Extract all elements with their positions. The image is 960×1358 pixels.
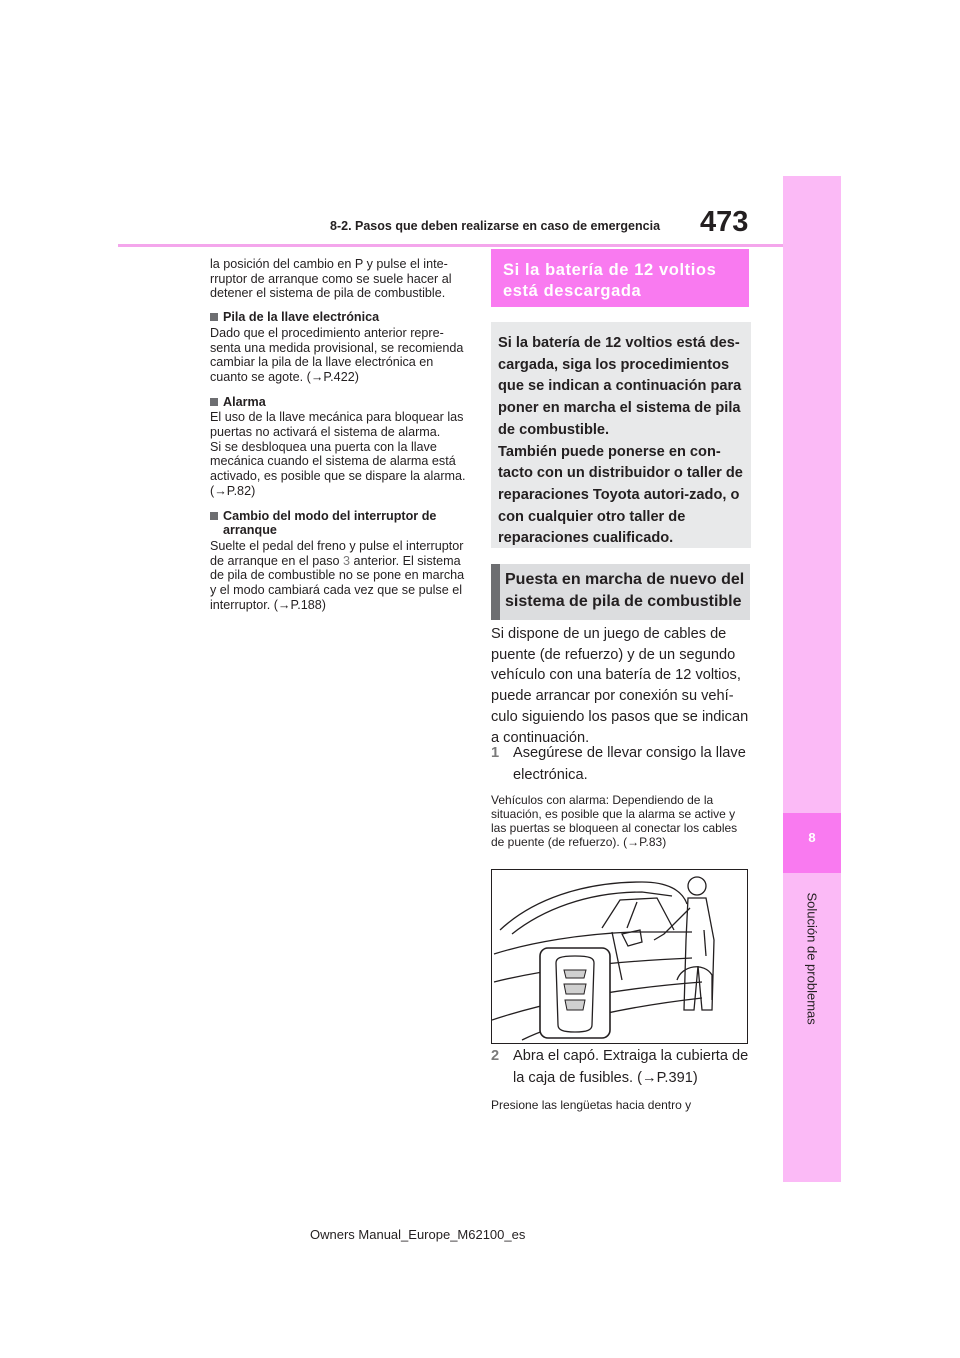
pink-heading: Si la batería de 12 voltios está descargada (503, 261, 717, 300)
step-reference: 3 (343, 553, 351, 568)
footer-text: Owners Manual_Europe_M62100_es (310, 1227, 526, 1242)
square-bullet-icon (210, 398, 218, 406)
section-body: Dado que el procedimiento anterior repre-senta una medida provisional, se recomienda cambiar la pila de la llave electrónica en cuanto se agote. (→P.422) (210, 325, 464, 384)
subheading: Alarma (210, 395, 468, 410)
header-divider (118, 244, 783, 247)
step-1 (491, 743, 753, 786)
section-body: Suelte el pedal del freno y pulse el interruptor de arranque en el paso 3 anterior. El sistema de pila de combustible no se pone en marcha y el modo cambiará cada vez que se pulse el interruptor. (→P.188) (210, 538, 465, 612)
chapter-label: Solución de problemas (804, 892, 820, 1025)
main-paragraph: Si dispone de un juego de cables de puente (de refuerzo) y de un segundo vehículo con una batería de 12 voltios, puede arrancar por conexión su vehí-culo siguiendo los pasos que se indican a continuación. (491, 626, 749, 746)
subheading-title: Puesta en marcha de nuevo del sistema de pila de combustible (505, 571, 745, 610)
step-text: Abra el capó. Extraiga la cubierta de la caja de fusibles. (→P.391) (513, 1048, 749, 1086)
car-door-illustration (492, 870, 747, 1043)
note-alarm: Vehículos con alarma: Dependiendo de la situación, es posible que la alarma se active y las puertas se bloqueen al conectar los cables de puente (de refuerzo). (→P.83) (491, 793, 738, 849)
section-title: 8-2. Pasos que deben realizarse en caso de emergencia (330, 219, 661, 233)
section-battery-key (210, 310, 468, 385)
section-start-mode (210, 509, 468, 613)
subheading: Pila de la llave electrónica (210, 310, 468, 325)
subheading: Cambio del modo del interruptor de arranque (210, 509, 468, 538)
intro-paragraph: la posición del cambio en P y pulse el inte-rruptor de arranque como se suele hacer al detener el sistema de pila de combustible. (210, 257, 452, 301)
chapter-side-tab (783, 176, 841, 1182)
chapter-number: 8 (808, 830, 816, 845)
step-number: 1 (491, 745, 500, 761)
section-body: El uso de la llave mecánica para bloquear las puertas no activará el sistema de alarma. Si se desbloquea una puerta con la llave mecánica cuando el sistema de alarma está activado, es posible que se dispare la alarma. (→P.82) (210, 410, 466, 498)
step-number: 2 (491, 1048, 500, 1064)
left-column (210, 257, 468, 622)
step-2 (491, 1046, 753, 1089)
subheading-bar (491, 564, 500, 620)
grey-info-text: Si la batería de 12 voltios está des-cargada, siga los procedimientos que se indican a continuación para poner en marcha el sistema de pila de combustible. También puede ponerse en con-tacto con un distribuidor o taller de reparaciones Toyota autori-zado, o con cualquier otro taller de reparaciones cualificado. (498, 335, 743, 547)
square-bullet-icon (210, 512, 218, 520)
page-number: 473 (700, 206, 749, 238)
illustration-person-at-car (491, 869, 748, 1044)
note-tabs: Presione las lengüetas hacia dentro y (491, 1098, 692, 1112)
square-bullet-icon (210, 313, 218, 321)
step-text: Asegúrese de llevar consigo la llave electrónica. (513, 745, 746, 783)
section-alarm (210, 395, 468, 499)
